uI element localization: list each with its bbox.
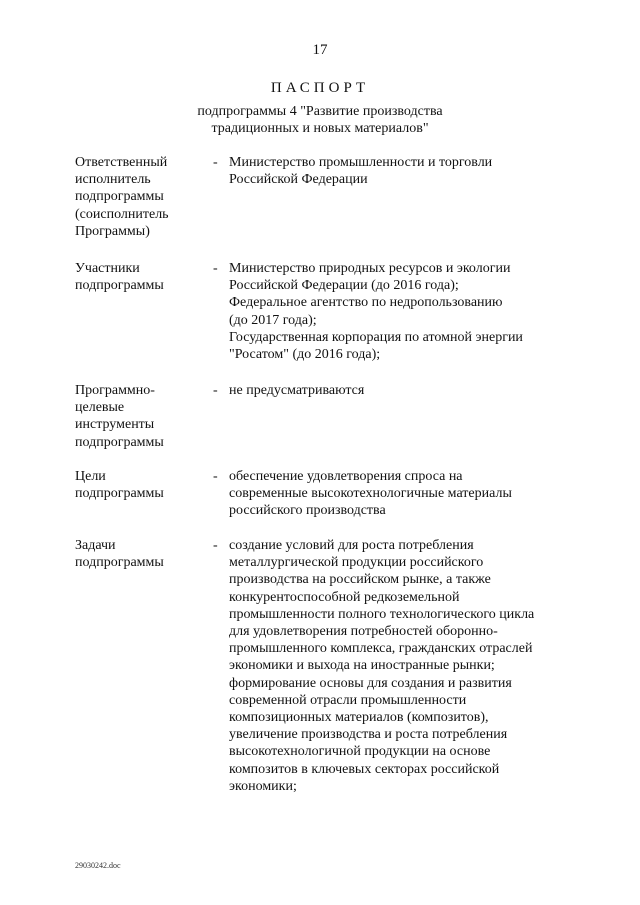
- label-line: (соисполнитель: [75, 206, 169, 222]
- label-line: подпрограммы: [75, 278, 164, 294]
- content-line: "Росатом" (до 2016 года);: [229, 347, 381, 363]
- label-line: Ответственный: [75, 155, 168, 170]
- label-line: Цели: [75, 469, 106, 484]
- row-dash: -: [213, 469, 218, 484]
- content-line: обеспечение удовлетворения спроса на: [229, 469, 463, 484]
- content-line: Федеральное агентство по недропользованию: [229, 295, 503, 311]
- document-footer: 29030242.doc: [75, 861, 121, 870]
- subtitle-line: традиционных и новых материалов": [211, 121, 429, 136]
- label-line: исполнитель: [75, 172, 151, 188]
- row-label: [75, 260, 205, 294]
- row-content: [229, 260, 549, 363]
- row-label: [75, 154, 205, 240]
- content-line: конкурентоспособной редкоземельной: [229, 589, 460, 605]
- content-line: композитов в ключевых секторах российской: [229, 761, 500, 777]
- content-line: Российской Федерации (до 2016 года);: [229, 278, 459, 294]
- content-line: (до 2017 года);: [229, 312, 317, 328]
- row-dash: -: [213, 383, 218, 398]
- label-line: Программы): [75, 223, 150, 239]
- row-dash: -: [213, 261, 218, 276]
- label-line: целевые: [75, 400, 125, 416]
- row-label: [75, 382, 205, 451]
- row-label: [75, 468, 205, 502]
- content-line: Государственная корпорация по атомной энергии: [229, 329, 523, 345]
- row-content: [229, 468, 549, 520]
- content-line: создание условий для роста потребления: [229, 538, 474, 553]
- content-line: промышленности полного технологического цикла: [229, 606, 535, 622]
- label-line: подпрограммы: [75, 486, 164, 502]
- content-line: экономики;: [229, 778, 297, 794]
- label-line: подпрограммы: [75, 434, 164, 450]
- content-line: для удовлетворения потребностей оборонно-: [229, 624, 498, 640]
- content-line: металлургической продукции российского: [229, 555, 484, 571]
- subtitle-line: подпрограммы 4 "Развитие производства: [197, 104, 443, 119]
- label-line: Участники: [75, 261, 140, 276]
- content-line: увеличение производства и роста потребления: [229, 727, 508, 743]
- row-content: [229, 154, 549, 188]
- content-line: производства на российском рынке, а также: [229, 572, 491, 588]
- content-line: Российской Федерации: [229, 172, 368, 188]
- content-line: Министерство промышленности и торговли: [229, 155, 493, 170]
- content-line: российского производства: [229, 503, 386, 519]
- row-content: [229, 382, 549, 399]
- content-line: экономики и выхода на иностранные рынки;: [229, 658, 495, 674]
- label-line: подпрограммы: [75, 555, 164, 571]
- row-dash: -: [213, 155, 218, 170]
- label-line: Программно-: [75, 383, 155, 398]
- row-label: [75, 537, 205, 571]
- content-line: современные высокотехнологичные материалы: [229, 486, 512, 502]
- page-title: ПАСПОРТ: [270, 80, 370, 96]
- row-content: [229, 537, 549, 795]
- content-line: высокотехнологичной продукции на основе: [229, 744, 491, 760]
- label-line: инструменты: [75, 417, 155, 433]
- subtitle: [0, 103, 640, 137]
- content-line: современной отрасли промышленности: [229, 692, 467, 708]
- content-line: Министерство природных ресурсов и экологии: [229, 261, 511, 276]
- label-line: Задачи: [75, 538, 116, 553]
- page-number: 17: [312, 42, 328, 58]
- label-line: подпрограммы: [75, 189, 164, 205]
- content-line: композиционных материалов (композитов),: [229, 710, 489, 726]
- content-line: не предусматриваются: [229, 383, 365, 398]
- content-line: формирование основы для создания и развития: [229, 675, 512, 691]
- row-dash: -: [213, 538, 218, 553]
- content-line: промышленного комплекса, гражданских отраслей: [229, 641, 533, 657]
